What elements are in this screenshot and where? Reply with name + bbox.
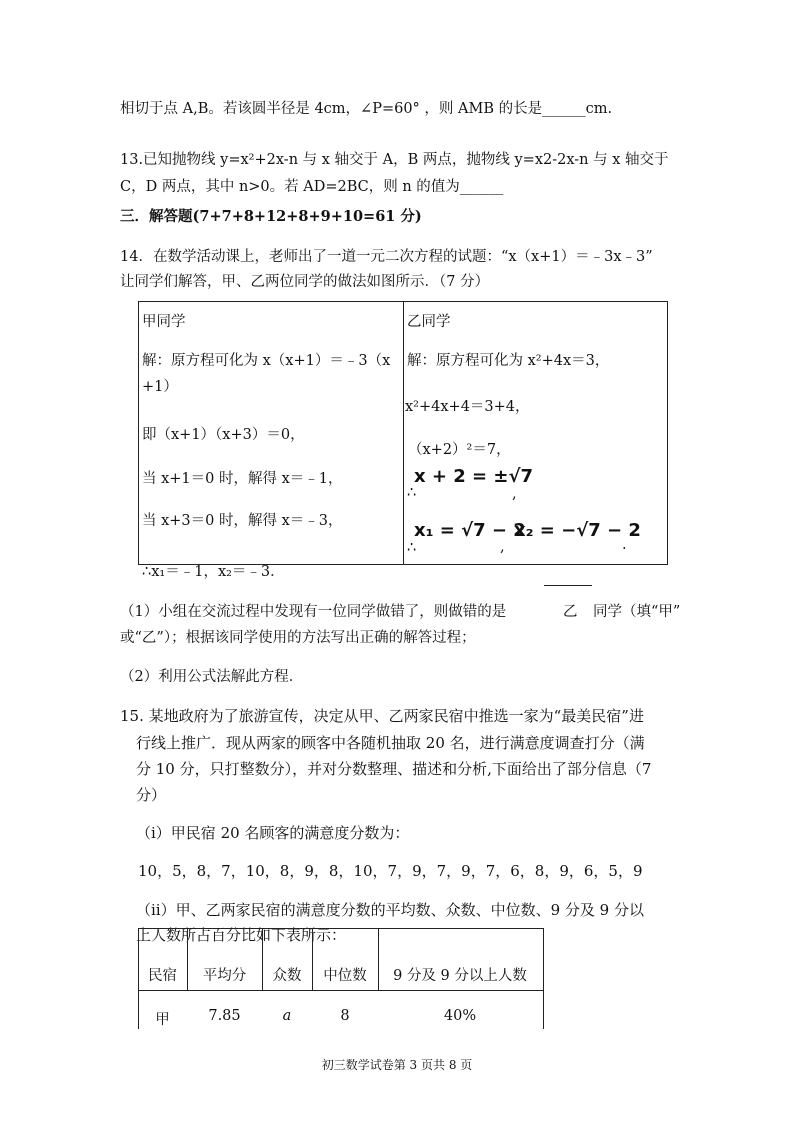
- jia-step-4: 当 x+3＝0 时，解得 x＝﹣3，: [142, 513, 343, 529]
- table-header-cell: 中位数: [323, 968, 367, 984]
- yi-step-5-root-1: x₁ = √7 − 2: [414, 520, 526, 541]
- jia-step-3: 当 x+1＝0 时，解得 x＝﹣1，: [142, 471, 343, 487]
- page-footer: 初三数学试卷第 3 页共 8 页: [321, 1058, 473, 1072]
- jia-step-5: ∴x₁＝﹣1，x₂＝﹣3．: [142, 564, 285, 580]
- question-14-line-2: 让同学们解答，甲、乙两位同学的做法如图所示．（7 分）: [120, 274, 490, 290]
- yi-step-3: （x+2）²＝7，: [408, 442, 511, 458]
- sub-question-1-answer: 乙: [563, 604, 578, 620]
- jia-step-1a: 解：原方程可化为 x（x+1）＝﹣3（x: [142, 353, 391, 369]
- question-15-scores: 10，5，8，7，10，8，9，8，10，7，9，7，9，7，6，8，9，6，5，9: [138, 862, 643, 880]
- student-jia-title: 甲同学: [142, 314, 186, 330]
- table-cell: 8: [340, 1008, 350, 1024]
- sub-question-1-part-c: 或“乙”）；根据该同学使用的方法写出正确的解答过程；: [120, 630, 476, 646]
- jia-step-2: 即（x+1）（x+3）＝0，: [142, 427, 305, 443]
- question-14-line-1: 14．在数学活动课上，老师出了一道一元二次方程的试题：“x（x+1）＝﹣3x﹣3”: [120, 249, 653, 265]
- table-cell: 甲: [155, 1012, 170, 1028]
- question-15-line-2: 行线上推广．现从两家的顾客中各随机抽取 20 名，进行满意度调查打分（满: [136, 734, 645, 752]
- question-13-line-1: 13.已知抛物线 y=x²+2x-n 与 x 轴交于 A，B 两点，抛物线 y=x2-2x-n 与 x 轴交于: [120, 152, 669, 168]
- table-header-cell: 众数: [272, 968, 302, 984]
- question-15-line-3: 分 10 分，只打整数分），并对分数整理、描述和分析,下面给出了部分信息（7: [136, 760, 652, 778]
- line-tangent-question: 相切于点 A,B。若该圆半径是 4cm，∠P=60° ，则 AMB 的长是______cm.: [120, 101, 613, 117]
- yi-therefore-2: ∴: [407, 540, 417, 556]
- yi-step-5-comma: ,: [500, 539, 505, 555]
- question-15-info-ii-a: （ⅱ）甲、乙两家民宿的满意度分数的平均数、众数、中位数、9 分及 9 分以: [136, 901, 644, 919]
- question-15-info-ii-b: 上人数所占百分比如下表所示：: [136, 926, 347, 944]
- table-cell: 7.85: [208, 1008, 241, 1024]
- yi-step-1: 解：原方程可化为 x²+4x＝3，: [407, 353, 610, 369]
- yi-step-2: x²+4x+4＝3+4，: [405, 399, 530, 415]
- question-15-line-4: 分）: [136, 786, 167, 804]
- table-cell: 40%: [443, 1008, 477, 1024]
- sub-question-1-part-b: 同学（填“甲”: [593, 604, 681, 620]
- table-header-cell: 平均分: [202, 968, 247, 984]
- yi-step-5-period: .: [622, 537, 627, 553]
- jia-step-1b: +1）: [142, 379, 178, 395]
- table-cell: a: [282, 1008, 292, 1024]
- yi-step-4-comma: ,: [512, 486, 517, 502]
- student-yi-title: 乙同学: [407, 314, 451, 330]
- table-row-divider: [138, 990, 543, 991]
- solution-box-divider: [403, 301, 404, 565]
- table-header-cell: 民宿: [148, 968, 177, 984]
- section-3-heading: 三．解答题(7+7+8+12+8+9+10=61 分): [120, 208, 422, 225]
- yi-step-4-formula: x + 2 = ±√7: [414, 466, 533, 487]
- sub-question-1-part-a: （1）小组在交流过程中发现有一位同学做错了，则做错的是: [120, 604, 507, 620]
- question-15-info-i: （ⅰ）甲民宿 20 名顾客的满意度分数为：: [136, 824, 410, 842]
- table-header-cell: 9 分及 9 分以上人数: [393, 968, 527, 984]
- yi-step-5-root-2: x₂ = −√7 − 2: [514, 520, 641, 541]
- answer-blank-line: [544, 585, 592, 586]
- sub-question-2: （2）利用公式法解此方程．: [120, 669, 304, 685]
- yi-therefore-1: ∴: [407, 485, 417, 501]
- question-13-line-2: C，D 两点，其中 n>0。若 AD=2BC，则 n 的值为______: [120, 179, 504, 195]
- question-15-line-1: 15. 某地政府为了旅游宣传，决定从甲、乙两家民宿中推选一家为“最美民宿”进: [120, 707, 644, 725]
